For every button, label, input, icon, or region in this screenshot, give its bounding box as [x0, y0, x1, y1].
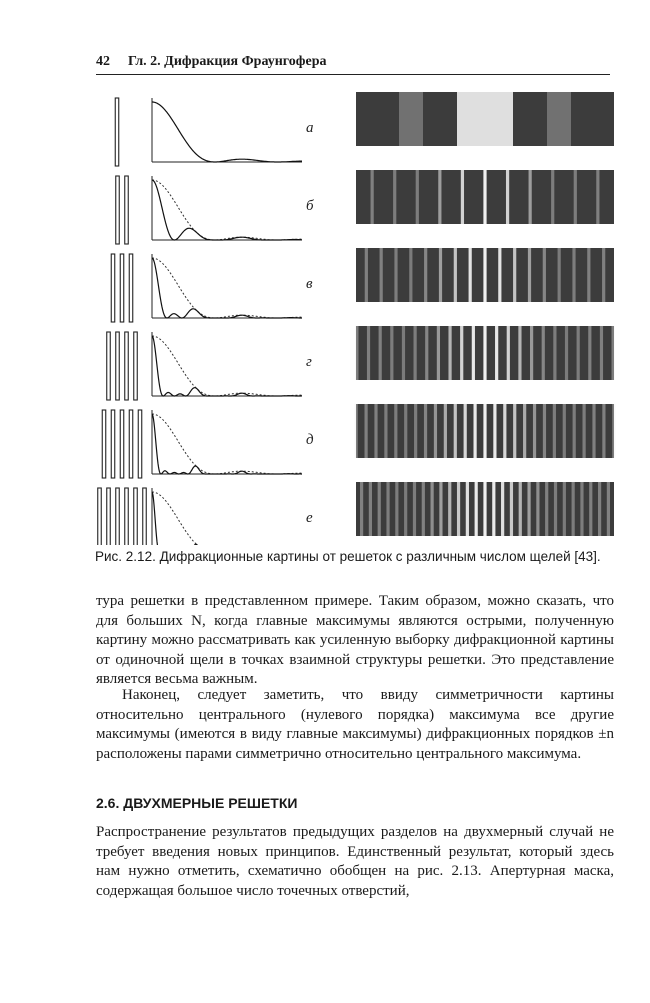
diffraction-photo: [355, 404, 616, 458]
slit: [111, 410, 115, 478]
slit: [111, 254, 115, 322]
diffraction-photo: [356, 248, 614, 302]
slit: [116, 176, 120, 244]
slit: [134, 488, 138, 545]
intensity-plot: [152, 98, 314, 162]
slit: [102, 410, 106, 478]
panel-label: б: [306, 198, 314, 214]
panel-label: е: [306, 510, 313, 526]
chapter-title: Гл. 2. Дифракция Фраунгофера: [128, 54, 327, 69]
slit: [134, 332, 138, 400]
slit-masks: [98, 98, 147, 545]
slit: [120, 254, 124, 322]
diffraction-photo: [355, 326, 614, 380]
panel-label: г: [306, 354, 312, 370]
figure-caption: Рис. 2.12. Дифракционные картины от решеток с различным числом щелей [43].: [95, 549, 601, 564]
intensity-plots: [152, 98, 314, 545]
slit: [116, 488, 120, 545]
page-number: 42: [96, 54, 110, 69]
slit: [125, 488, 129, 545]
diffraction-photo: [356, 482, 614, 536]
intensity-plot: [152, 176, 314, 240]
diffraction-photo: [356, 92, 614, 146]
intensity-plot: [152, 488, 313, 545]
slit: [116, 332, 120, 400]
slit: [129, 410, 133, 478]
slit: [138, 410, 142, 478]
slit: [129, 254, 133, 322]
paragraph-1: тура решетки в представленном примере. Таким образом, можно сказать, что для больших N, когда главные максимумы являются острыми, полученную картину можно рассматривать как усиленную выборку дифракционной картины от одиночной щели в точках взаимной структуры решетки. Это представление является весьма важным.: [96, 593, 614, 687]
slit: [125, 332, 129, 400]
section-paragraph: Распространение результатов предыдущих разделов на двухмерный случай не требует введения новых принципов. Единственный результат, который здесь нам нужно отметить, схематично обобщен на рис. 2.13. Апертурная маска, содержащая большое число точечных отверстий,: [96, 824, 614, 899]
slit: [107, 488, 111, 545]
panel-label: в: [306, 276, 313, 292]
diffraction-photo: [356, 170, 614, 224]
slit: [143, 488, 147, 545]
section-heading: 2.6. ДВУХМЕРНЫЕ РЕШЕТКИ: [96, 795, 298, 811]
paragraph-2: Наконец, следует заметить, что ввиду симметричности картины относительно центрального (нулевого порядка) максимума все другие максимумы (имеются в виду главные максимумы) дифракционных порядков ±n расположены парами симметрично относительно центрального максимума.: [96, 687, 614, 762]
panel-label: а: [306, 120, 314, 136]
panel-label: д: [306, 432, 314, 448]
slit: [107, 332, 111, 400]
slit: [125, 176, 129, 244]
intensity-plot: [152, 332, 312, 396]
slit: [98, 488, 102, 545]
slit: [120, 410, 124, 478]
slit: [115, 98, 119, 166]
intensity-plot: [152, 254, 313, 318]
intensity-plot: [152, 410, 314, 474]
diffraction-photos: [355, 92, 616, 536]
